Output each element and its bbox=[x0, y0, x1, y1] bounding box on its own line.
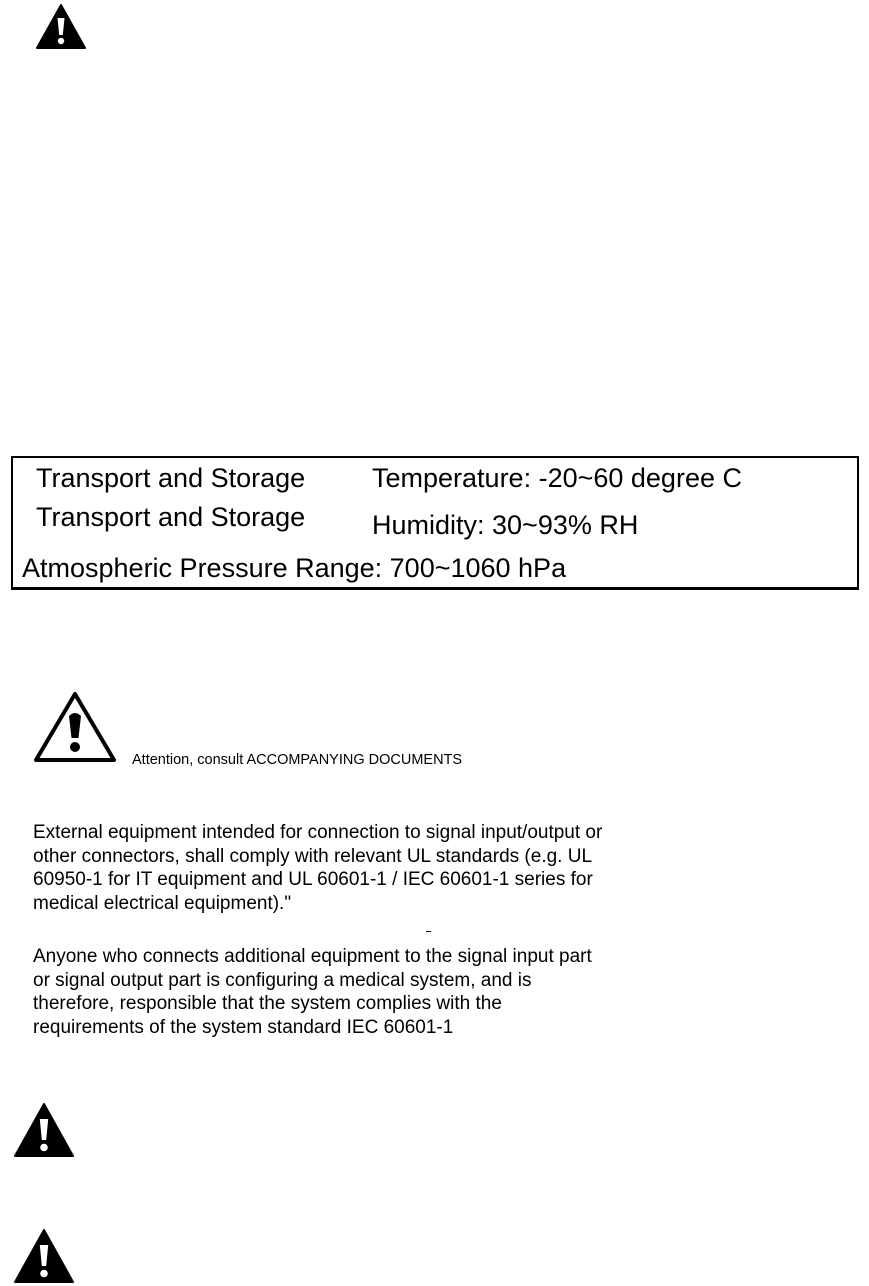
attention-exclamation-icon bbox=[32, 690, 118, 764]
stray-mark bbox=[426, 931, 431, 932]
paragraph-line: other connectors, shall comply with relevant UL standards (e.g. UL bbox=[33, 845, 593, 867]
external-equipment-paragraph bbox=[33, 821, 793, 915]
warning-triangle-icon bbox=[13, 1228, 75, 1284]
paragraph-line: 60950-1 for IT equipment and UL 60601-1 / IEC 60601-1 series for bbox=[33, 869, 593, 890]
spec-line-temperature-prefix: Transport and Storage bbox=[36, 463, 306, 493]
paragraph-line: medical electrical equipment)." bbox=[33, 892, 292, 914]
spec-line-humidity-value: Humidity: 30~93% RH bbox=[372, 510, 639, 540]
warning-triangle-icon bbox=[35, 3, 87, 50]
medical-system-paragraph bbox=[33, 945, 793, 1039]
attention-caption: Attention, consult ACCOMPANYING DOCUMENTS bbox=[132, 752, 463, 768]
paragraph-line: Anyone who connects additional equipment to the signal input part bbox=[33, 946, 592, 967]
paragraph-line: therefore, responsible that the system complies with the bbox=[33, 993, 502, 1014]
spec-line-humidity-prefix: Transport and Storage bbox=[36, 502, 306, 532]
warning-triangle-icon bbox=[13, 1102, 75, 1158]
spec-line-pressure-text: Atmospheric Pressure Range: 700~1060 hPa bbox=[22, 553, 567, 583]
paragraph-line: or signal output part is configuring a medical system, and is bbox=[33, 969, 532, 991]
paragraph-line: External equipment intended for connection to signal input/output or bbox=[33, 822, 603, 843]
paragraph-line: requirements of the system standard IEC 60601-1 bbox=[33, 1016, 454, 1038]
spec-line-temperature-value: Temperature: -20~60 degree C bbox=[372, 463, 742, 493]
